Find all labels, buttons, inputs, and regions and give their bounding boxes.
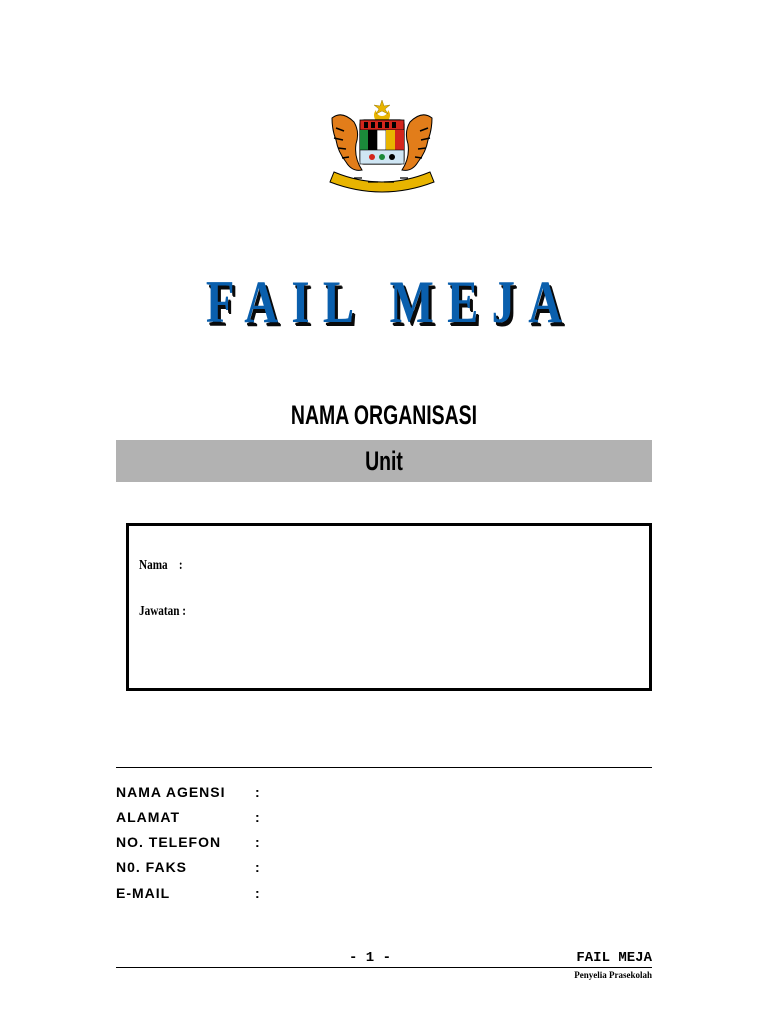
info-colon: : <box>255 809 260 825</box>
footer-title: FAIL MEJA <box>576 950 652 966</box>
unit-banner <box>116 440 652 482</box>
organization-name: NAMA ORGANISASI <box>290 400 478 430</box>
info-label-alamat: ALAMAT <box>116 809 181 825</box>
info-label-agensi: NAMA AGENSI <box>116 784 226 800</box>
nama-label: Nama : <box>139 558 183 573</box>
jawatan-label: Jawatan : <box>139 604 186 619</box>
info-label-faks: N0. FAKS <box>116 859 188 875</box>
info-colon: : <box>255 885 260 901</box>
info-colon: : <box>255 834 260 850</box>
info-colon: : <box>255 859 260 875</box>
divider <box>116 767 652 768</box>
profile-box <box>126 523 652 691</box>
document-title: FAIL MEJA <box>205 269 576 335</box>
info-label-email: E-MAIL <box>116 885 171 901</box>
footer-divider <box>116 967 652 968</box>
unit-label: Unit <box>365 446 403 476</box>
info-colon: : <box>255 784 260 800</box>
footer-subtitle: Penyelia Prasekolah <box>574 970 652 980</box>
coat-of-arms-icon <box>324 98 440 198</box>
page-number: - 1 - <box>348 950 391 966</box>
info-label-telefon: NO. TELEFON <box>116 834 222 850</box>
